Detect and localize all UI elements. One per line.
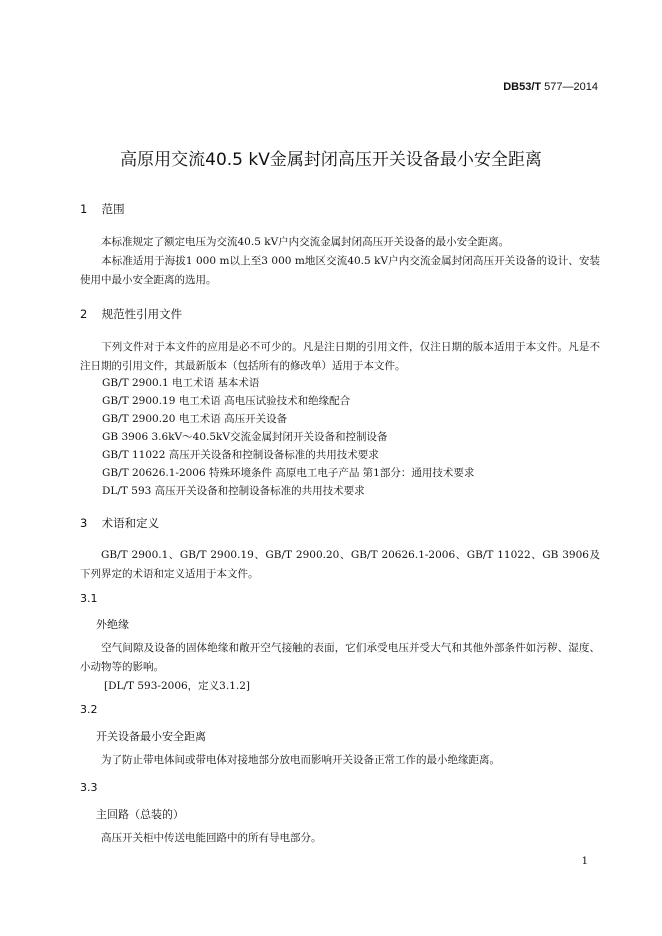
section-2-heading <box>80 306 182 322</box>
reference-item: GB/T 20626.1-2006 特殊环境条件 高原电工电子产品 第1部分：通用技术要求 <box>102 467 475 479</box>
subsection-3-1-number: 3.1 <box>80 592 98 605</box>
section-1-paragraph-2: 本标准适用于海拔1 000 m以上至3 000 m地区交流40.5 kV户内交流金属封闭高压开关设备的设计、安装使用中最小安全距离的选用。 <box>80 255 600 286</box>
definition-3-1-source: [DL/T 593-2006，定义3.1.2] <box>104 680 250 692</box>
term-3-3: 主回路（总装的） <box>96 808 184 821</box>
reference-item: DL/T 593 高压开关设备和控制设备标准的共用技术要求 <box>102 485 365 497</box>
section-number: 2 <box>80 307 88 321</box>
document-title: 高原用交流40.5 kV金属封闭高压开关设备最小安全距离 <box>120 150 542 170</box>
section-1-heading <box>80 201 125 217</box>
subsection-3-2-number: 3.2 <box>80 703 98 716</box>
section-title: 范围 <box>101 202 125 216</box>
reference-item: GB/T 11022 高压开关设备和控制设备标准的共用技术要求 <box>102 449 379 461</box>
reference-item: GB/T 2900.1 电工术语 基本术语 <box>102 377 260 389</box>
definition-3-1: 空气间隙及设备的固体绝缘和敞开空气接触的表面，它们承受电压并受大气和其他外部条件如污秽、湿度、小动物等的影响。 <box>80 642 600 673</box>
section-2-paragraph-1: 下列文件对于本文件的应用是必不可少的。凡是注日期的引用文件，仅注日期的版本适用于本文件。凡是不注日期的引用文件，其最新版本（包括所有的修改单）适用于本文件。 <box>80 341 600 372</box>
standard-number: 577—2014 <box>544 81 598 93</box>
page-number: 1 <box>581 856 588 867</box>
term-3-2: 开关设备最小安全距离 <box>96 730 206 743</box>
definition-3-3: 高压开关柜中传送电能回路中的所有导电部分。 <box>101 832 322 844</box>
section-number: 1 <box>80 202 88 216</box>
section-title: 规范性引用文件 <box>101 307 183 321</box>
section-number: 3 <box>80 516 88 530</box>
document-code <box>503 81 598 93</box>
reference-item: GB/T 2900.20 电工术语 高压开关设备 <box>102 413 288 425</box>
section-3-paragraph-1: GB/T 2900.1、GB/T 2900.19、GB/T 2900.20、GB/T 20626.1-2006、GB/T 11022、GB 3906及下列界定的术语和定义适用于本文件。 <box>80 549 600 580</box>
term-3-1: 外绝缘 <box>96 618 129 631</box>
section-3-heading <box>80 515 159 531</box>
section-1-paragraph-1: 本标准规定了额定电压为交流40.5 kV户内交流金属封闭高压开关设备的最小安全距离。 <box>101 236 510 248</box>
definition-3-2: 为了防止带电体间或带电体对接地部分放电而影响开关设备正常工作的最小绝缘距离。 <box>101 754 500 766</box>
section-title: 术语和定义 <box>101 516 160 530</box>
subsection-3-3-number: 3.3 <box>80 781 98 794</box>
reference-item: GB 3906 3.6kV～40.5kV交流金属封闭开关设备和控制设备 <box>102 431 388 443</box>
standard-code: DB53/T <box>503 81 542 93</box>
reference-item: GB/T 2900.19 电工术语 高电压试验技术和绝缘配合 <box>102 395 351 407</box>
